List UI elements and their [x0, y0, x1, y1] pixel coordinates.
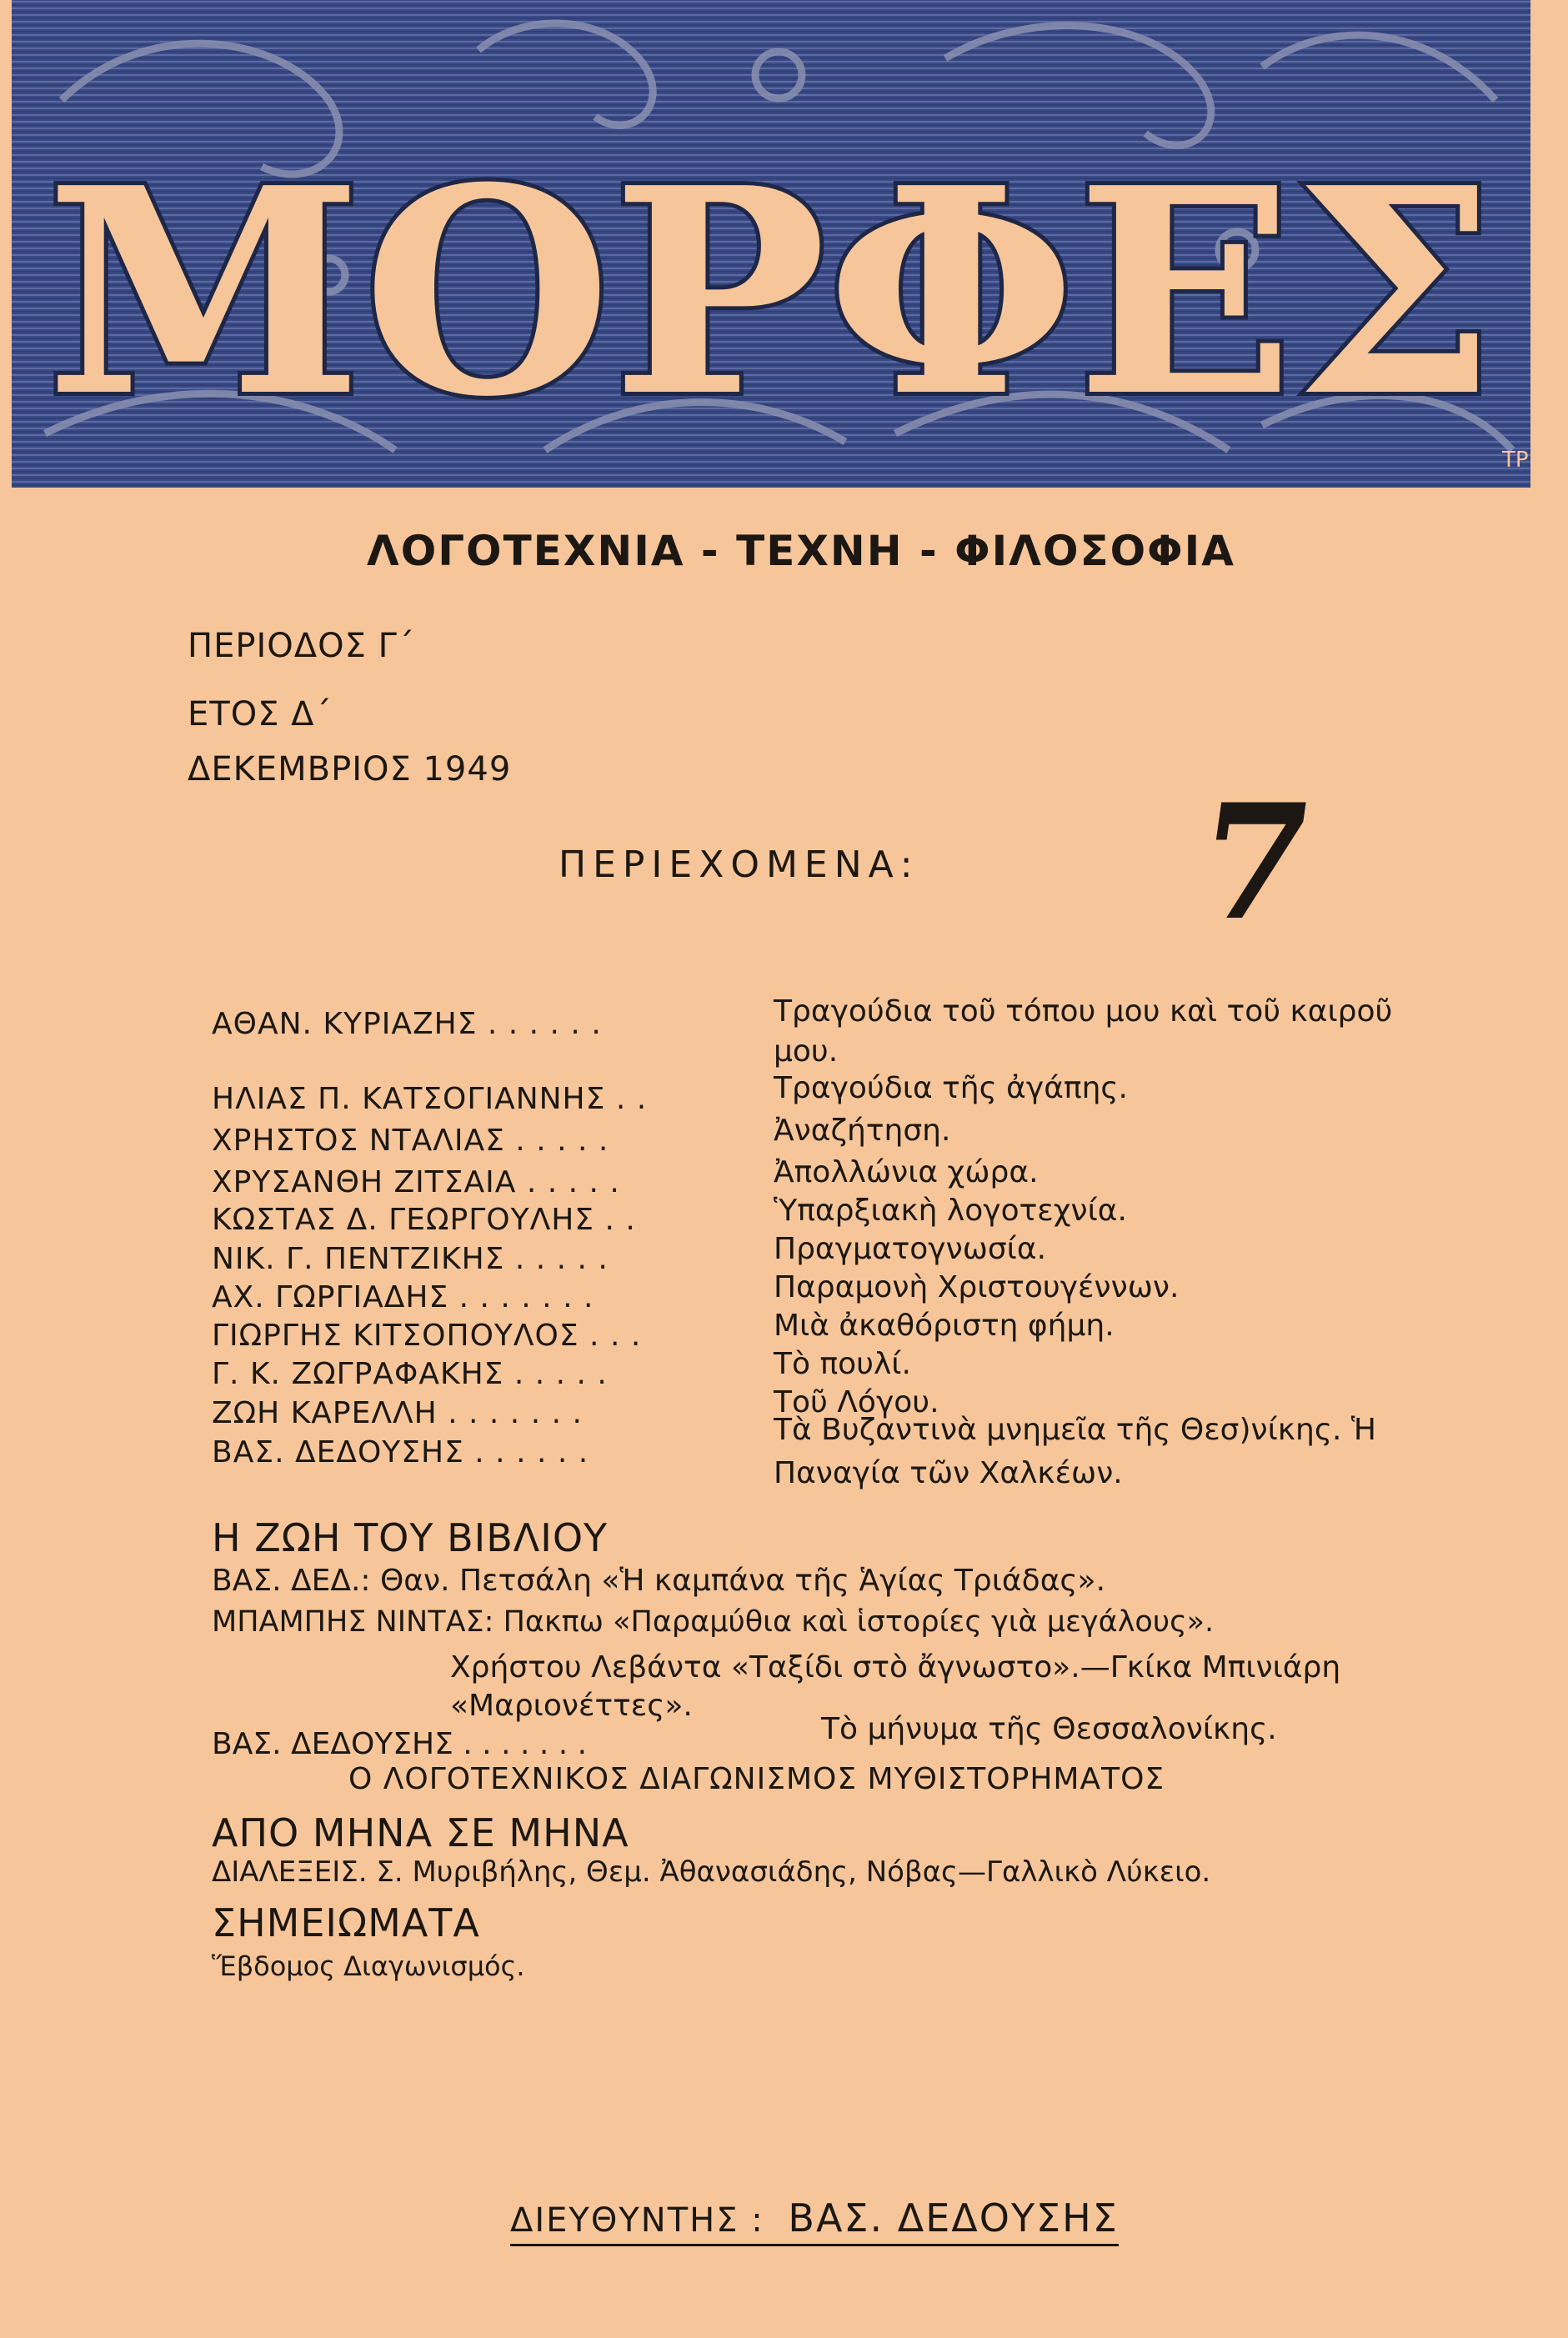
contest-announcement: Ο ΛΟΓΟΤΕΧΝΙΚΟΣ ΔΙΑΓΩΝΙΣΜΟΣ ΜΥΘΙΣΤΟΡΗΜΑΤΟΣ	[348, 1762, 1165, 1796]
book-review-line: ΜΠΑΜΠΗΣ ΝΙΝΤΑΣ: Πακπω «Παραμύθια καὶ ἱστορίες γιὰ μεγάλους».	[212, 1605, 1215, 1639]
masthead-title: ΜΟΡΦΕΣ	[46, 127, 1496, 459]
book-review-line: ΒΑΣ. ΔΕΔ.: Θαν. Πετσάλη «Ἡ καμπάνα τῆς Ἁγίας Τριάδας».	[212, 1564, 1106, 1598]
book-review-line: Χρήστου Λεβάντα «Ταξίδι στὸ ἄγνωστο».—Γκίκα Μπινιάρη	[450, 1650, 1341, 1685]
magazine-subtitle: ΛΟΓΟΤΕΧΝΙΑ - ΤΕΧΝΗ - ΦΙΛΟΣΟΦΙΑ	[367, 527, 1235, 575]
book-review-author: ΒΑΣ. ΔΕΔΟΥΣΗΣ . . . . . . .	[212, 1727, 588, 1761]
editor-name: ΒΑΣ. ΔΕΔΟΥΣΗΣ	[788, 2195, 1119, 2240]
toc-title: Πραγματογνωσία.	[774, 1232, 1047, 1266]
toc-author: ΑΧ. ΓΩΡΓΙΑΔΗΣ . . . . . . .	[212, 1280, 594, 1314]
toc-author: ΗΛΙΑΣ Π. ΚΑΤΣΟΓΙΑΝΝΗΣ . .	[212, 1082, 648, 1116]
section-heading-notes: ΣΗΜΕΙΩΜΑΤΑ	[212, 1900, 480, 1945]
toc-title: Τραγούδια τῆς ἀγάπης.	[774, 1071, 1129, 1105]
toc-author: ΖΩΗ ΚΑΡΕΛΛΗ . . . . . . .	[212, 1396, 583, 1430]
issue-number: 7	[1187, 769, 1324, 955]
period-label: ΠΕΡΙΟΔΟΣ Γ΄	[188, 627, 415, 665]
engraver-mark: ΤΡ	[1502, 448, 1529, 473]
toc-title: Τὸ πουλί.	[774, 1347, 911, 1381]
toc-author: ΧΡΥΣΑΝΘΗ ΖΙΤΣΑΙΑ . . . . .	[212, 1165, 620, 1199]
toc-title: Ὑπαρξιακὴ λογοτεχνία.	[774, 1194, 1127, 1228]
issue-date: ΔΕΚΕΜΒΡΙΟΣ 1949	[188, 750, 512, 789]
toc-author: ΝΙΚ. Γ. ΠΕΝΤΖΙΚΗΣ . . . . .	[212, 1242, 609, 1276]
toc-title: Ἀπολλώνια χώρα.	[774, 1155, 1039, 1189]
year-label: ΕΤΟΣ Δ΄	[188, 695, 333, 733]
editor-credit	[510, 2195, 1119, 2246]
toc-title: Τὰ Βυζαντινὰ μνημεῖα τῆς Θεσ)νίκης. Ἡ Παναγία τῶν Χαλκέων.	[774, 1413, 1376, 1490]
toc-title: Παραμονὴ Χριστουγέννων.	[774, 1270, 1180, 1304]
toc-author: ΓΙΩΡΓΗΣ ΚΙΤΣΟΠΟΥΛΟΣ . . .	[212, 1319, 642, 1353]
toc-author: ΧΡΗΣΤΟΣ ΝΤΑΛΙΑΣ . . . . .	[212, 1124, 609, 1158]
toc-title: Τραγούδια τοῦ τόπου μου καὶ τοῦ καιροῦ μου.	[774, 994, 1393, 1069]
toc-author: ΚΩΣΤΑΣ Δ. ΓΕΩΡΓΟΥΛΗΣ . .	[212, 1203, 636, 1237]
contents-heading: ΠΕΡΙΕΧΟΜΕΝΑ:	[559, 844, 919, 886]
toc-title: Ἀναζήτηση.	[774, 1114, 951, 1148]
toc-title: Τοῦ Λόγου.	[774, 1385, 939, 1419]
lectures-line: ΔΙΑΛΕΞΕΙΣ. Σ. Μυριβήλης, Θεμ. Ἀθανασιάδης, Νόβας—Γαλλικὸ Λύκειο.	[212, 1855, 1211, 1889]
masthead-banner	[12, 0, 1530, 493]
section-heading-book-life: Η ΖΩΗ ΤΟΥ ΒΙΒΛΙΟΥ	[212, 1515, 609, 1560]
book-review-title: Τὸ μήνυμα τῆς Θεσσαλονίκης.	[821, 1712, 1277, 1746]
notes-line: Ἕβδομος Διαγωνισμός.	[212, 1950, 525, 1982]
toc-author: ΑΘΑΝ. ΚΥΡΙΑΖΗΣ . . . . . .	[212, 1007, 602, 1041]
toc-author: ΒΑΣ. ΔΕΔΟΥΣΗΣ . . . . . .	[212, 1435, 589, 1469]
toc-author: Γ. Κ. ΖΩΓΡΑΦΑΚΗΣ . . . . .	[212, 1357, 608, 1391]
section-heading-month-to-month: ΑΠΟ ΜΗΝΑ ΣΕ ΜΗΝΑ	[212, 1810, 629, 1855]
toc-title: Μιὰ ἀκαθόριστη φήμη.	[774, 1309, 1115, 1343]
book-review-line: «Μαριονέττες».	[450, 1689, 693, 1723]
editor-label: ΔΙΕΥΘΥΝΤΗΣ :	[510, 2201, 764, 2240]
